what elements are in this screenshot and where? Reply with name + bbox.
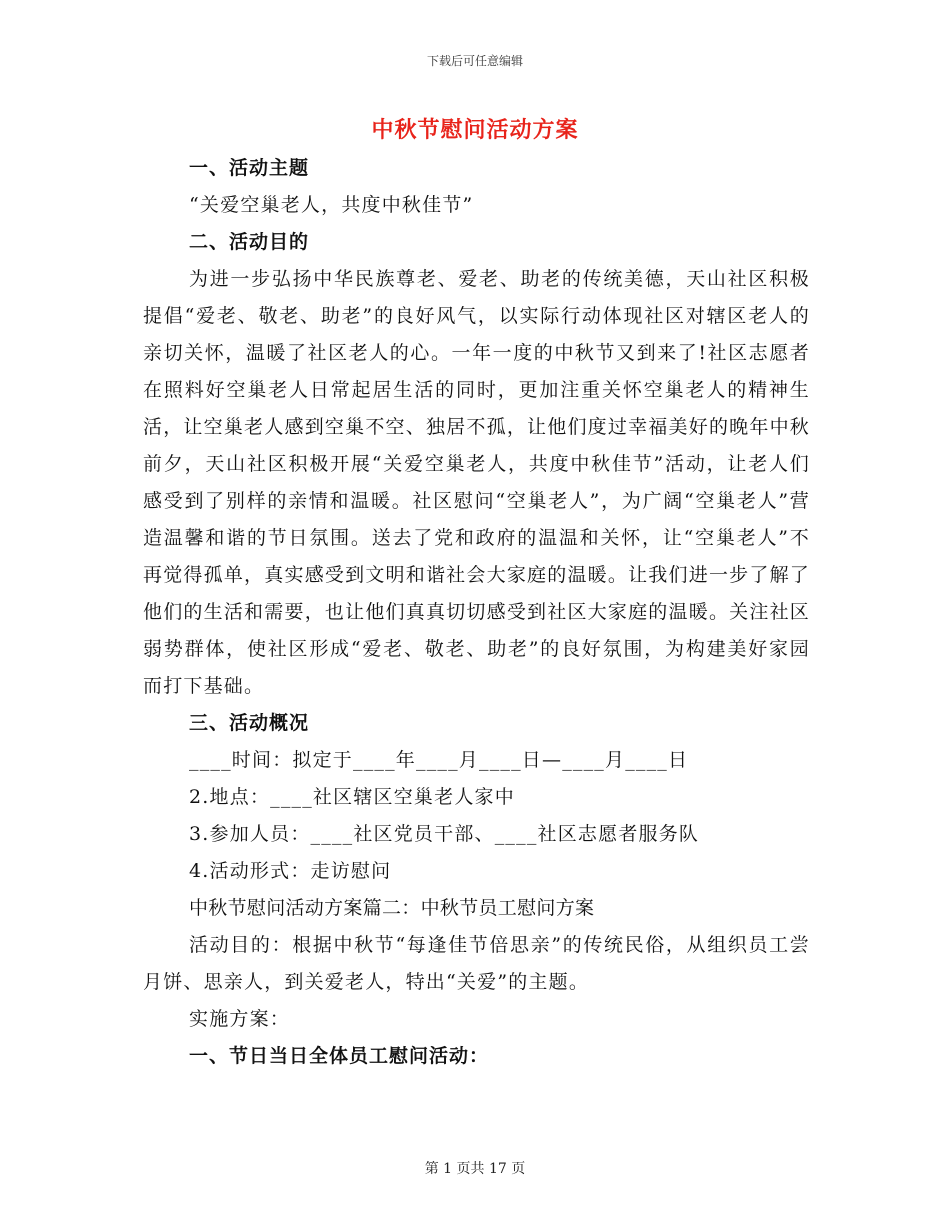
document-body	[143, 150, 810, 1075]
overview-participants: 3.参加人员：____社区党员干部、____社区志愿者服务队	[189, 823, 700, 845]
theme-slogan: “关爱空巢老人，共度中秋佳节”	[189, 194, 474, 216]
part-two-title: 中秋节慰问活动方案篇二：中秋节员工慰问方案	[189, 897, 595, 919]
overview-format: 4.活动形式：走访慰问	[189, 860, 392, 882]
implementation-label: 实施方案：	[189, 1008, 291, 1030]
overview-location: 2.地点：____社区辖区空巢老人家中	[189, 786, 515, 808]
section-heading-purpose: 二、活动目的	[189, 231, 310, 253]
section-heading-overview: 三、活动概况	[189, 712, 310, 734]
section-heading-theme: 一、活动主题	[189, 157, 310, 179]
document-title: 中秋节慰问活动方案	[371, 118, 579, 143]
implementation-heading-one: 一、节日当日全体员工慰问活动：	[189, 1045, 490, 1067]
part-two-purpose: 活动目的：根据中秋节“每逢佳节倍思亲”的传统民俗，从组织员工尝月饼、思亲人，到关爱老人，特出“关爱”的主题。	[143, 934, 810, 993]
overview-time: ____时间：拟定于____年____月____日—____月____日	[189, 749, 689, 771]
page-footer: 第 1 页共 17 页	[424, 1161, 526, 1177]
header-note: 下载后可任意编辑	[426, 54, 523, 68]
purpose-paragraph: 为进一步弘扬中华民族尊老、爱老、助老的传统美德，天山社区积极提倡“爱老、敬老、助老”的良好风气，以实际行动体现社区对辖区老人的亲切关怀，温暖了社区老人的心。一年一度的中秋节又到来了!社区志愿者在照料好空巢老人日常起居生活的同时，更加注重关怀空巢老人的精神生活，让空巢老人感到空巢不空、独居不孤，让他们度过幸福美好的晚年中秋前夕，天山社区积极开展“关爱空巢老人，共度中秋佳节”活动，让老人们感受到了别样的亲情和温暖。社区慰问“空巢老人”，为广阔“空巢老人”营造温馨和谐的节日氛围。送去了党和政府的温温和关怀，让“空巢老人”不再觉得孤单，真实感受到文明和谐社会大家庭的温暖。让我们进一步了解了他们的生活和需要，也让他们真真切切感受到社区大家庭的温暖。关注社区弱势群体，使社区形成“爱老、敬老、助老”的良好氛围，为构建美好家园而打下基础。	[143, 268, 810, 697]
